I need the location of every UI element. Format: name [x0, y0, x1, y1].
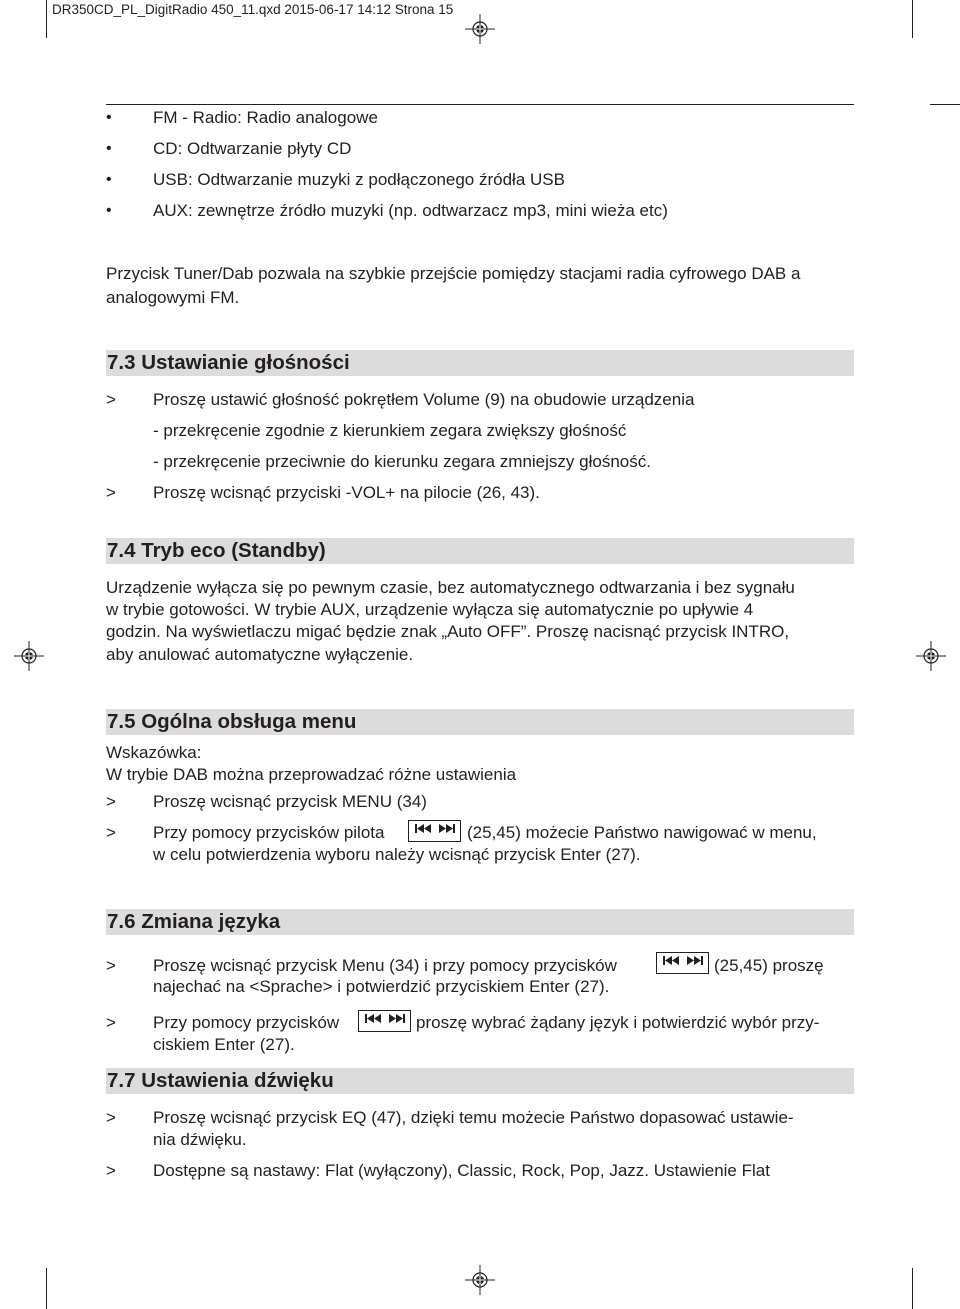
list-item: AUX: zewnętrze źródło muzyki (np. odtwarzacz mp3, mini wieża etc): [153, 201, 668, 220]
arrow-marker: >: [106, 956, 116, 975]
registration-mark-icon: [465, 14, 495, 44]
instruction-line: Proszę ustawić głośność pokrętłem Volume (9) na obudowie urządzenia: [153, 390, 695, 409]
crop-mark-bottom-left: [46, 1268, 47, 1309]
crop-mark-right-top: [930, 104, 960, 105]
section-heading-7-6: 7.6 Zmiana języka: [106, 909, 854, 935]
instruction-line: (25,45) proszę: [714, 956, 824, 975]
arrow-marker: >: [106, 1161, 116, 1180]
instruction-line: - przekręcenie zgodnie z kierunkiem zegara zwiększy głośność: [153, 421, 627, 440]
tuner-paragraph-line: Przycisk Tuner/Dab pozwala na szybkie przejście pomiędzy stacjami radia cyfrowego DAB a: [106, 264, 801, 283]
instruction-line: Proszę wcisnąć przycisk EQ (47), dzięki temu możecie Państwo dopasować ustawie-: [153, 1108, 794, 1127]
prev-next-skip-icon: [656, 952, 709, 974]
arrow-marker: >: [106, 823, 116, 842]
instruction-line: Proszę wcisnąć przycisk Menu (34) i przy pomocy przycisków: [153, 956, 617, 975]
registration-mark-icon: [916, 641, 946, 671]
instruction-line: najechać na <Sprache> i potwierdzić przyciskiem Enter (27).: [153, 977, 610, 996]
tuner-paragraph-line: analogowymi FM.: [106, 288, 240, 307]
arrow-marker: >: [106, 1013, 116, 1032]
hint-text: W trybie DAB można przeprowadzać różne ustawienia: [106, 765, 517, 784]
bullet: •: [106, 140, 112, 157]
top-rule: [106, 104, 854, 105]
section-heading-7-5: 7.5 Ogólna obsługa menu: [106, 709, 854, 735]
instruction-line: Proszę wcisnąć przyciski -VOL+ na pilocie (26, 43).: [153, 483, 540, 502]
instruction-line: nia dźwięku.: [153, 1130, 247, 1149]
list-item: CD: Odtwarzanie płyty CD: [153, 139, 352, 158]
instruction-line: Dostępne są nastawy: Flat (wyłączony), Classic, Rock, Pop, Jazz. Ustawienie Flat: [153, 1161, 770, 1180]
paragraph-line: aby anulować automatyczne wyłączenie.: [106, 645, 414, 664]
instruction-line: ciskiem Enter (27).: [153, 1035, 295, 1054]
crop-mark-bottom-right: [912, 1268, 913, 1309]
paragraph-line: w trybie gotowości. W trybie AUX, urządzenie wyłącza się automatycznie po upływie 4: [106, 600, 754, 619]
instruction-line: - przekręcenie przeciwnie do kierunku zegara zmniejszy głośność.: [153, 452, 651, 471]
instruction-line: (25,45) możecie Państwo nawigować w menu,: [467, 823, 817, 842]
instruction-line: proszę wybrać żądany język i potwierdzić wybór przy-: [416, 1013, 820, 1032]
bullet: •: [106, 109, 112, 126]
arrow-marker: >: [106, 1108, 116, 1127]
instruction-line: Przy pomocy przycisków: [153, 1013, 340, 1032]
prev-next-skip-icon: [408, 820, 461, 842]
crop-mark-top-right: [912, 0, 913, 38]
section-heading-7-4: 7.4 Tryb eco (Standby): [106, 538, 854, 564]
slug-line: DR350CD_PL_DigitRadio 450_11.qxd 2015-06-17 14:12 Strona 15: [52, 2, 454, 17]
hint-label: Wskazówka:: [106, 743, 202, 762]
section-heading-7-7: 7.7 Ustawienia dźwięku: [106, 1068, 854, 1094]
section-heading-7-3: 7.3 Ustawianie głośności: [106, 350, 854, 376]
bullet: •: [106, 171, 112, 188]
crop-mark-top-left: [46, 0, 47, 38]
instruction-line: Proszę wcisnąć przycisk MENU (34): [153, 792, 427, 811]
bullet: •: [106, 202, 112, 219]
paragraph-line: godzin. Na wyświetlaczu migać będzie znak „Auto OFF”. Proszę nacisnąć przycisk INTRO,: [106, 622, 790, 641]
arrow-marker: >: [106, 483, 116, 502]
instruction-line: Przy pomocy przycisków pilota: [153, 823, 385, 842]
list-item: FM - Radio: Radio analogowe: [153, 108, 378, 127]
arrow-marker: >: [106, 792, 116, 811]
paragraph-line: Urządzenie wyłącza się po pewnym czasie, bez automatycznego odtwarzania i bez sygnału: [106, 578, 795, 597]
registration-mark-icon: [14, 641, 44, 671]
instruction-line: w celu potwierdzenia wyboru należy wcisnąć przycisk Enter (27).: [153, 845, 641, 864]
arrow-marker: >: [106, 390, 116, 409]
prev-next-skip-icon: [358, 1010, 411, 1032]
registration-mark-icon: [465, 1265, 495, 1295]
list-item: USB: Odtwarzanie muzyki z podłączonego źródła USB: [153, 170, 565, 189]
